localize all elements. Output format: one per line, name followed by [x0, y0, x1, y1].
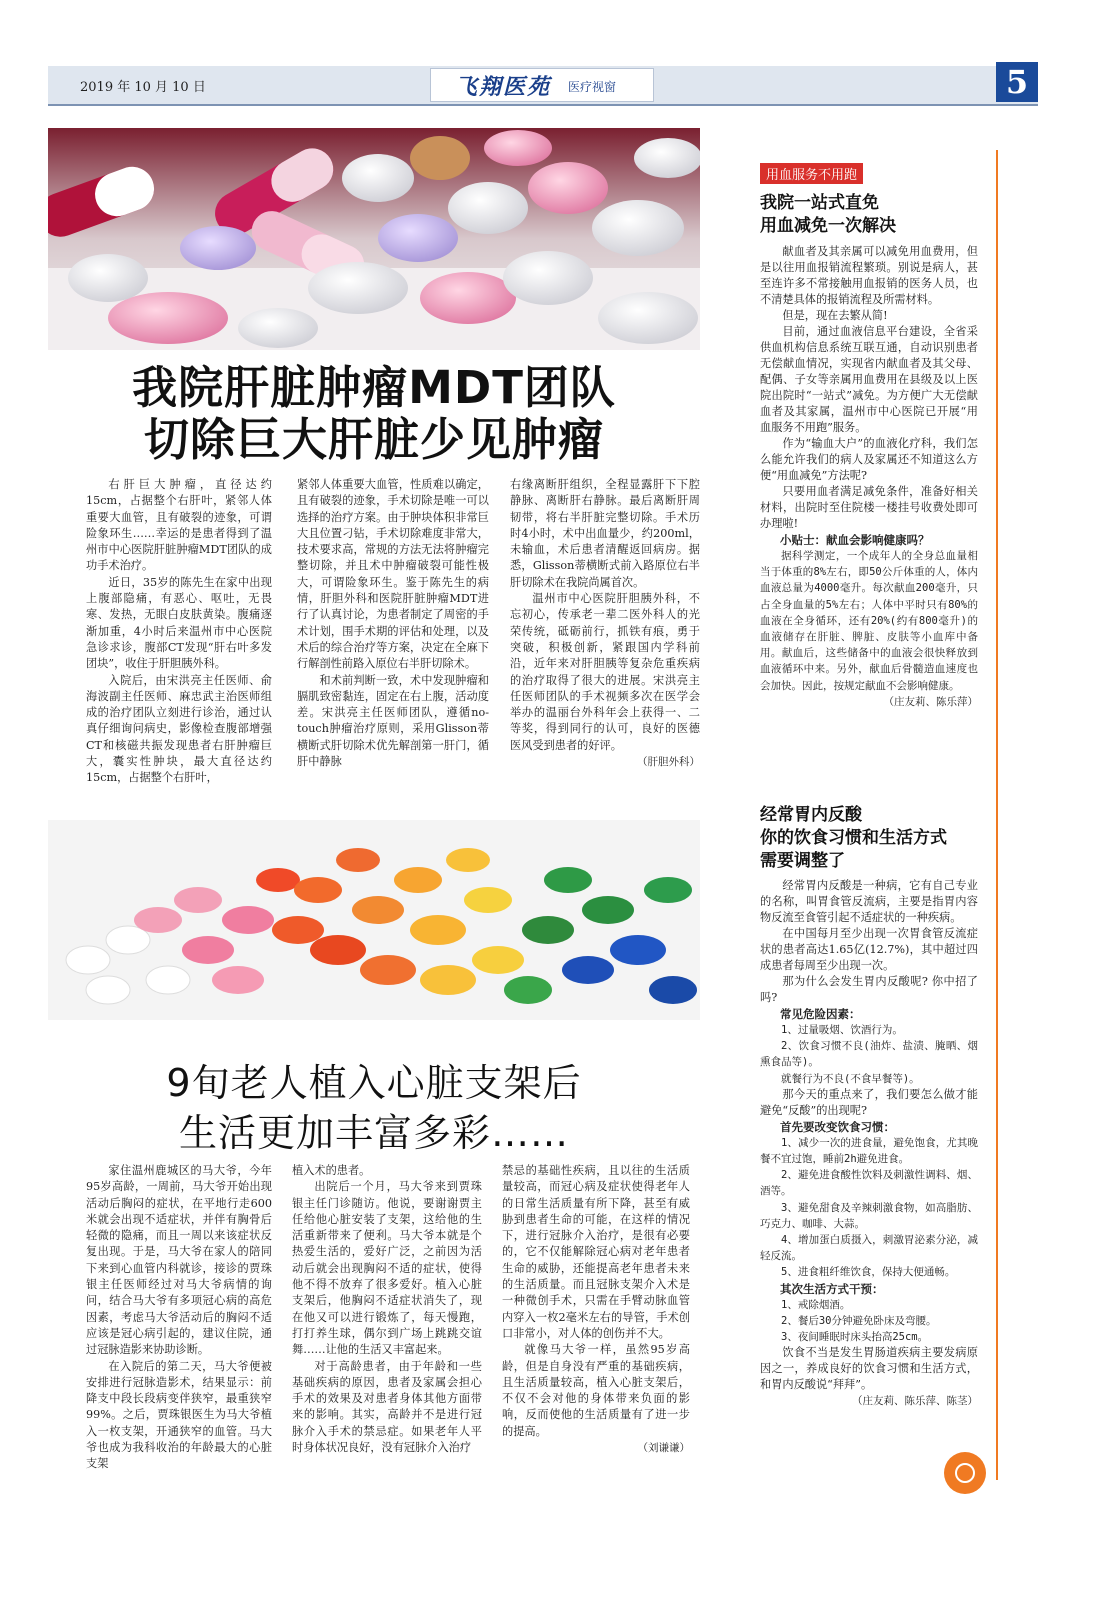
article1-col2-p2: 和术前判断一致，术中发现肿瘤和膈肌致密黏连，固定在右上腹，活动度差。宋洪亮主任医师团队，遵循no-touch肿瘤治疗原则，采用Glisson蒂横断式肝切除术优先解剖第一肝门，循肝中静脉 — [297, 673, 489, 769]
article2-col2-p2: 出院后一个月，马大爷来到贾珠银主任门诊随访。他说，要谢谢贾主任给他心脏安装了支架，这给他的生活重新带来了便利。马大爷本就是个热爱生活的，爱好广泛，之前因为活动后就会出现胸闷不适的症状，使得他不得不放弃了很多爱好。植入心脏支架后，他胸闷不适症状消失了，现在他又可以进行锻炼了，每天慢跑，打打养生球，偶尔到广场上跳跳交谊舞……让他的生活又丰富起来。 — [292, 1180, 482, 1357]
tip-text: 据科学测定，一个成年人的全身总血量相当于体重的8%左右，即50公斤体重的人，体内血液总量为4000毫升。每次献血200毫升，只占全身血量的5%左右；人体中平时只有80%的血液在全身循环，还有20%(约有800毫升)的血液储存在肝脏、脾脏、皮肤等小血库中备用。献血后，这些储备中的血液会很快释放到血液循环中来。另外，献血后骨髓造血速度也会加快。因此，按规定献血不会影响健康。 — [760, 550, 978, 692]
sidebar2-title-line3: 需要调整了 — [760, 851, 845, 871]
article1-col2 — [297, 477, 489, 770]
sidebar2-p2: 在中国每月至少出现一次胃食管反流症状的患者高达1.65亿(12.7%)，其中超过四成患者每周至少出现一次。 — [760, 927, 978, 972]
article2-col3-p2: 就像马大爷一样，虽然95岁高龄，但是自身没有严重的基础疾病，且生活质量较高，植入心脏支架后，不仅不会对他的身体带来负面的影响，反而使他的生活质量有了进一步的提高。 — [502, 1343, 690, 1438]
sidebar1-p2: 但是，现在去繁从简! — [782, 309, 888, 322]
sidebar1-title-line2: 用血减免一次解决 — [760, 216, 896, 236]
colorful-pills-photo — [48, 820, 700, 1020]
risk-item: 2、饮食习惯不良(油炸、盐渍、腌晒、烟熏食品等)。 — [760, 1040, 978, 1069]
article1-byline: （肝胆外科） — [637, 756, 700, 769]
sidebar1-p4: 作为“输血大户”的血液化疗科，我们怎么能允许我们的病人及家属还不知道这么方便“用血减免”方法呢? — [760, 437, 978, 482]
sidebar-tag: 用血服务不用跑 — [760, 163, 863, 184]
article1-col1-p3: 入院后，由宋洪亮主任医师、俞海波副主任医师、麻忠武主治医师组成的治疗团队立刻进行诊治，通过认真仔细询问病史，影像检查腹部增强CT和核磁共振发现患者右肝肿瘤巨大，囊实性肿块，最大直径达约15cm，占据整个右肝叶， — [86, 673, 272, 785]
article1-title — [48, 362, 700, 466]
sidebar1-title-line1: 我院一站式直免 — [760, 193, 879, 213]
life-item: 1、戒除烟酒。 — [781, 1298, 851, 1311]
life-title: 其次生活方式干预： — [780, 1281, 884, 1296]
orange-circle-inner-icon — [955, 1463, 975, 1483]
article1-col1-p1: 右肝巨大肿瘤，直径达约15cm，占据整个右肝叶，紧邻人体重要大血管，且有破裂的迹象，可谓险象环生……幸运的是患者得到了温州市中心医院肝脏肿瘤MDT团队的成功手术治疗。 — [86, 478, 272, 573]
article1-col3-p2: 温州市中心医院肝胆胰外科，不忘初心，传承老一辈二医外科人的光荣传统，砥砺前行，抓铁有痕，勇于突破，积极创新，紧跟国内学科前沿，近年来对肝胆胰等复杂危重疾病的治疗取得了很大的进展。宋洪亮主任医师团队的手术视频多次在医学会举办的温丽台外科年会上获得一、二等奖，得到同行的认可，良好的医德医风受到患者的好评。 — [510, 592, 700, 752]
issue-date: 2019 年 10 月 10 日 — [80, 80, 206, 95]
article1-col1 — [86, 477, 272, 787]
sidebar2-body — [760, 878, 978, 1409]
article2-col1-p2: 在入院后的第二天，马大爷便被安排进行冠脉造影术，结果显示：前降支中段长段病变伴狭窄，最重狭窄99%。之后，贾珠银医生为马大爷植入一枚支架，开通狭窄的血管。马大爷也成为我科收治的年龄最大的心脏支架 — [86, 1359, 272, 1471]
diet-item: 3、避免甜食及辛辣刺激食物，如高脂肪、巧克力、咖啡、大蒜。 — [760, 1201, 978, 1230]
diet-item: 4、增加蛋白质摄入，刺激胃泌素分泌，减轻反流。 — [760, 1234, 978, 1263]
article2-col3-p1: 禁忌的基础性疾病，且以往的生活质量较高，而冠心病及症状使得老年人的日常生活质量有所下降，甚至有威胁到患者生命的可能，在这样的情况下，进行冠脉介入治疗，是很有必要的，它不仅能解除冠心病对老年患者生命的威胁，还能提高老年患者未来的生活质量。而且冠脉支架介入术是一种微创手术，只需在手臂动脉血管内穿入一枚2毫米左右的导管，手术创口非常小，对人体的创伤并不大。 — [502, 1164, 690, 1340]
masthead-logo: 飞翔医苑 — [455, 74, 552, 100]
sidebar2-p1: 经常胃内反酸是一种病，它有自己专业的名称，叫胃食管反流病，主要是指胃内容物反流至食管引起不适症状的一种疾病。 — [760, 879, 978, 924]
sidebar1-byline: （庄友莉、陈乐萍） — [883, 695, 978, 708]
sidebar2-byline: （庄友莉、陈乐萍、陈茎） — [852, 1395, 978, 1408]
sidebar1-p1: 献血者及其亲属可以减免用血费用，但是以往用血报销流程繁琐。别说是病人，甚至连许多不常接触用血报销的医务人员，也不清楚具体的报销流程及所需材料。 — [760, 245, 978, 306]
article1-title-line2: 切除巨大肝脏少见肿瘤 — [143, 413, 604, 466]
sidebar1-body — [760, 244, 978, 710]
sidebar2-end-para: 饮食不当是发生胃肠道疾病主要发病原因之一，养成良好的饮食习惯和生活方式，和胃内反酸说“拜拜”。 — [760, 1346, 978, 1392]
diet-item: 2、避免进食酸性饮料及刺激性调料、烟、酒等。 — [760, 1169, 978, 1198]
diet-item: 5、进食粗纤维饮食，保持大便通畅。 — [781, 1266, 956, 1279]
article2-col2-p1: 植入术的患者。 — [292, 1164, 371, 1177]
diet-item: 1、减少一次的进食量，避免饱食，尤其晚餐不宜过饱，睡前2h避免进食。 — [760, 1136, 978, 1166]
risk-item: 1、过量吸烟、饮酒行为。 — [781, 1024, 903, 1036]
article2-title-line1: 9旬老人植入心脏支架后 — [166, 1061, 582, 1105]
sidebar2-mid-para: 那今天的重点来了，我们要怎么做才能避免“反酸”的出现呢? — [760, 1087, 978, 1117]
article1-title-line1: 我院肝脏肿瘤MDT团队 — [132, 361, 616, 414]
sidebar1-p5: 只要用血者满足减免条件，准备好相关材料，出院时至住院楼一楼挂号收费处即可办理啦! — [760, 485, 978, 530]
sidebar2-p3: 那为什么会发生胃内反酸呢? 你中招了吗? — [760, 975, 978, 1004]
section-name: 医疗视窗 — [568, 80, 617, 94]
article1-col2-p1: 紧邻人体重要大血管，性质难以确定，且有破裂的迹象，手术切除是唯一可以选择的治疗方案。由于肿块体积非常巨大且位置刁钻，手术切除难度非常大，技术要求高，常规的方法无法将肿瘤完整切除，并且术中肿瘤破裂可能性极大，可谓险象环生。鉴于陈先生的病情，肝胆外科和医院肝脏肿瘤MDT进行了认真讨论，为患者制定了周密的手术计划，围手术期的评估和处理，以及术后的综合治疗等方案，决定在全麻下行解剖性前路入原位右半肝切除术。 — [297, 478, 489, 671]
article2-byline: （刘谦谦） — [637, 1442, 690, 1455]
article2-col1-p1: 家住温州鹿城区的马大爷，今年95岁高龄，一周前，马大爷开始出现活动后胸闷的症状，在平地行走600米就会出现不适症状，并伴有胸骨后轻微的隐痛，而且一周以来该症状反复出现。于是，马大爷在家人的陪同下来到心血管内科就诊，接诊的贾珠银主任医师经过对马大爷病情的询问，结合马大爷有多项冠心病的高危因素，考虑马大爷活动后的胸闷不适应该是冠心病引起的，建议住院，通过冠脉造影来协助诊断。 — [86, 1164, 272, 1357]
risk-item: 就餐行为不良(不食早餐等)。 — [781, 1072, 920, 1085]
article2-col3 — [502, 1163, 690, 1456]
article1-col3 — [510, 477, 700, 770]
diet-title: 首先要改变饮食习惯： — [780, 1119, 895, 1134]
article2-col2 — [292, 1163, 482, 1456]
sidebar2-title-line2: 你的饮食习惯和生活方式 — [760, 828, 947, 848]
risk-title: 常见危险因素： — [780, 1007, 861, 1021]
pills-photo — [48, 128, 700, 350]
article1-col3-p1: 右缘离断肝组织，全程显露肝下下腔静脉、离断肝右静脉。最后离断肝周韧带，将右半肝脏完整切除。手术历时4小时，术中出血量少，约200ml，未输血，术后患者清醒返回病房。据悉，Glisson蒂横断式前入路原位右半肝切除术在我院尚属首次。 — [510, 478, 700, 589]
sidebar1-title — [760, 192, 990, 238]
tip-title: 小贴士：献血会影响健康吗？ — [780, 533, 930, 547]
article2-title — [48, 1058, 700, 1158]
article2-title-line2: 生活更加丰富多彩…… — [178, 1111, 569, 1155]
article1-col1-p2: 近日，35岁的陈先生在家中出现上腹部隐痛，有恶心、呕吐，无畏寒、发热，无眼白皮肤黄染。腹痛逐渐加重，4小时后来温州市中心医院急诊求诊，腹部CT发现“肝右叶多发团块”，收住于肝胆胰外科。 — [86, 575, 272, 671]
article2-col1 — [86, 1163, 272, 1473]
life-item: 3、夜间睡眠时床头抬高25cm。 — [781, 1331, 929, 1344]
sidebar1-p3: 目前，通过血液信息平台建设，全省采供血机构信息系统互联互通，自动识别患者无偿献血情况，实现省内献血者及其父母、配偶、子女等亲属用血费用在县级及以上医院出院时“一站式”减免。为方便广大无偿献血者及其家属，温州市中心医院已开展“用血服务不用跑”服务。 — [760, 325, 978, 434]
sidebar2-title-line1: 经常胃内反酸 — [760, 805, 862, 825]
article2-col2-p3: 对于高龄患者，由于年龄和一些基础疾病的原因，患者及家属会担心手术的效果及对患者身体其他方面带来的影响。其实，高龄并不是进行冠脉介入手术的禁忌症。如果老年人平时身体状况良好，没有冠脉介入治疗 — [292, 1359, 482, 1455]
sidebar2-title — [760, 804, 992, 873]
page-number: 5 — [996, 62, 1038, 102]
life-item: 2、餐后30分钟避免卧床及弯腰。 — [781, 1314, 937, 1327]
